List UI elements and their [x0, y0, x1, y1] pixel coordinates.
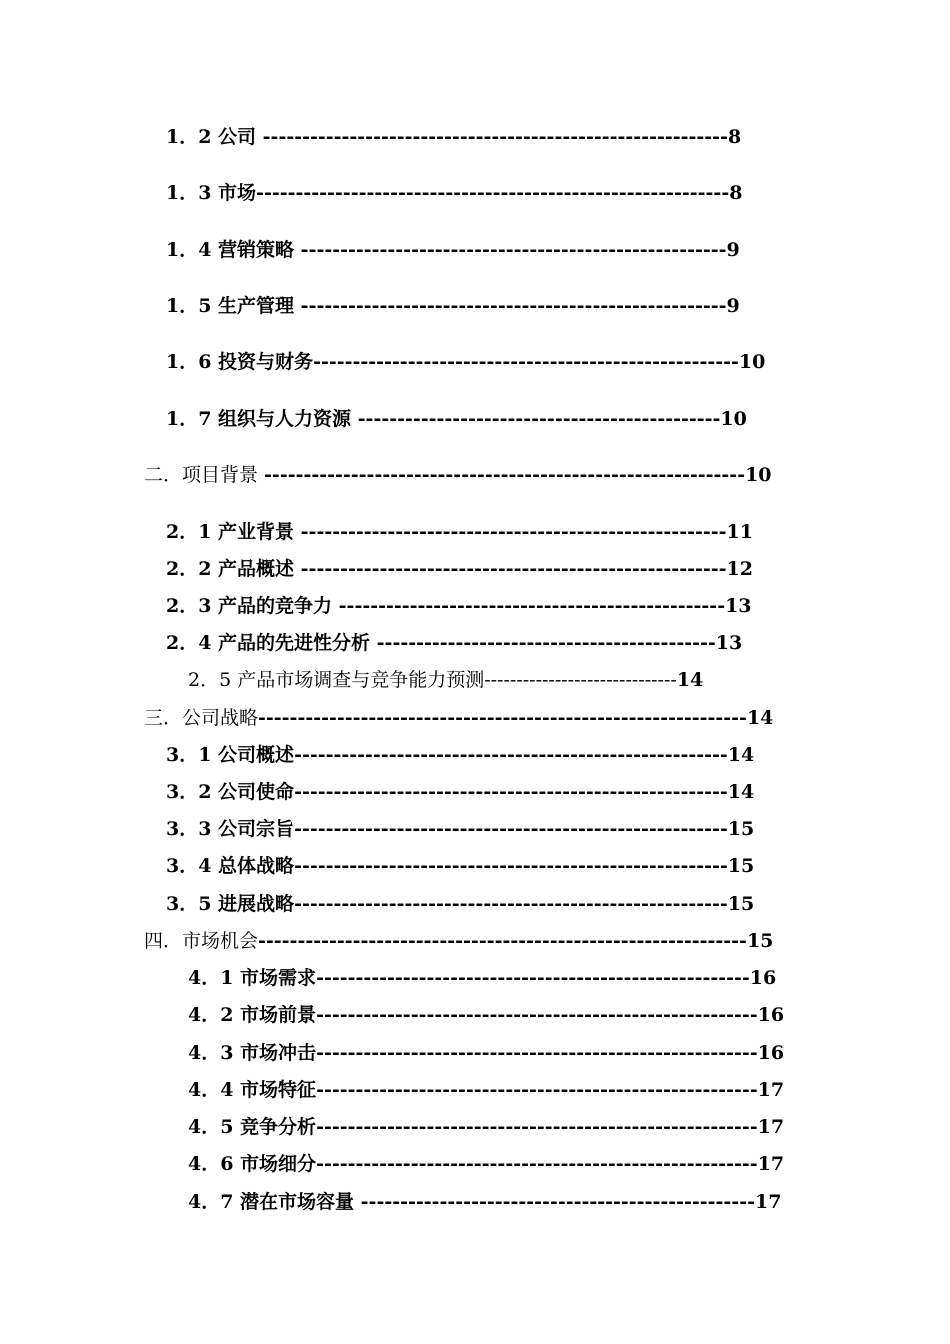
toc-entry-label: 4．1 市场需求 — [188, 967, 317, 989]
toc-entry-page: 8 — [729, 182, 743, 204]
toc-entry-page: 14 — [676, 669, 704, 691]
toc-entry-label: 1．4 营销策略 — [166, 239, 301, 261]
toc-entry-page: 11 — [726, 521, 753, 543]
toc-entry-leader: ------------------------------------------------------------- — [264, 464, 746, 486]
toc-entry-label: 3．2 公司使命 — [166, 781, 295, 803]
toc-entry-label: 1．5 生产管理 — [166, 295, 301, 317]
toc-entry-page: 17 — [754, 1191, 782, 1213]
toc-entry-chapter-4[interactable] — [144, 927, 780, 955]
toc-entry-label: 1．2 公司 — [166, 126, 263, 148]
toc-entry-label: 二．项目背景 — [144, 464, 265, 486]
toc-entry-leader: ------------------------------------------------------- — [316, 967, 750, 989]
toc-entry-leader: ------------------------------------------------------- — [294, 781, 728, 803]
toc-entry-leader: -------------------------------------------------------- — [316, 1153, 758, 1175]
toc-entry-page: 16 — [757, 1004, 785, 1026]
toc-entry-leader: -------------------------------------------------------------- — [258, 930, 747, 952]
toc-entry-leader: -------------------------------------------------------- — [316, 1079, 758, 1101]
toc-entry-label: 2．5 产品市场调查与竞争能力预测 — [188, 669, 485, 691]
toc-entry-page: 17 — [757, 1079, 785, 1101]
toc-entry-page: 15 — [727, 893, 755, 915]
toc-entry-4-1[interactable] — [188, 964, 778, 992]
toc-entry-leader: ------------------------------------------- — [376, 632, 716, 654]
toc-entry-2-3[interactable] — [166, 592, 756, 620]
toc-entry-page: 14 — [746, 707, 774, 729]
toc-entry-label: 4．4 市场特征 — [188, 1079, 317, 1101]
toc-entry-1-5[interactable] — [166, 292, 746, 320]
toc-entry-4-7[interactable] — [188, 1188, 788, 1216]
toc-entry-leader: ------------------------------------------------------ — [300, 521, 727, 543]
toc-entry-4-6[interactable] — [188, 1150, 788, 1178]
toc-entry-label: 3．4 总体战略 — [166, 855, 295, 877]
toc-entry-4-5[interactable] — [188, 1113, 788, 1141]
toc-entry-page: 14 — [727, 744, 755, 766]
toc-entry-leader: ------------------------------------------------------- — [294, 855, 728, 877]
toc-entry-page: 17 — [757, 1116, 785, 1138]
toc-entry-1-7[interactable] — [166, 405, 756, 433]
toc-entry-page: 8 — [727, 126, 742, 148]
toc-entry-2-2[interactable] — [166, 555, 756, 583]
toc-entry-label: 2．2 产品概述 — [166, 558, 301, 580]
toc-entry-page: 10 — [738, 351, 766, 373]
toc-entry-leader: -------------------------------------------------------------- — [258, 707, 747, 729]
toc-entry-1-4[interactable] — [166, 236, 746, 264]
toc-entry-label: 三．公司战略 — [144, 707, 259, 729]
toc-entry-leader: ------------------------------------------------------- — [294, 893, 728, 915]
toc-entry-chapter-3[interactable] — [144, 704, 780, 732]
toc-entry-page: 15 — [746, 930, 774, 952]
toc-entry-label: 四．市场机会 — [144, 930, 259, 952]
toc-entry-page: 13 — [715, 632, 743, 654]
toc-entry-chapter-2[interactable] — [144, 461, 776, 489]
toc-entry-page: 10 — [745, 464, 772, 486]
toc-entry-label: 1．6 投资与财务 — [166, 351, 314, 373]
toc-entry-1-6[interactable] — [166, 348, 766, 376]
toc-entry-page: 14 — [727, 781, 755, 803]
toc-entry-label: 1．3 市场 — [166, 182, 257, 204]
toc-entry-3-5[interactable] — [166, 890, 756, 918]
toc-entry-2-4[interactable] — [166, 629, 756, 657]
toc-entry-leader: ------------------------------------------------- — [338, 595, 726, 617]
toc-entry-leader: ------------------------------------------------------ — [313, 351, 739, 373]
toc-entry-leader: ------------------------------------------------------------ — [256, 182, 730, 204]
toc-entry-label: 2．3 产品的竞争力 — [166, 595, 339, 617]
toc-entry-leader: ---------------------------------------------- — [357, 408, 721, 430]
toc-entry-leader: -------------------------------------------------------- — [316, 1116, 758, 1138]
toc-entry-page: 9 — [726, 239, 740, 261]
toc-entry-page: 16 — [749, 967, 777, 989]
toc-entry-label: 2．4 产品的先进性分析 — [166, 632, 377, 654]
toc-entry-leader: ------------------------------------------------------- — [294, 744, 728, 766]
toc-entry-page: 10 — [720, 408, 747, 430]
toc-entry-4-4[interactable] — [188, 1076, 788, 1104]
toc-entry-label: 2．1 产业背景 — [166, 521, 301, 543]
toc-entry-3-2[interactable] — [166, 778, 756, 806]
toc-entry-label: 4．6 市场细分 — [188, 1153, 317, 1175]
toc-entry-leader: -------------------------------------------------- — [360, 1191, 755, 1213]
toc-entry-page: 9 — [726, 295, 740, 317]
toc-entry-label: 4．5 竞争分析 — [188, 1116, 317, 1138]
toc-entry-4-2[interactable] — [188, 1001, 788, 1029]
toc-entry-leader: -------------------------------------------------------- — [316, 1004, 758, 1026]
toc-entry-label: 4．7 潜在市场容量 — [188, 1191, 361, 1213]
toc-entry-leader: ------------------------------------------------------ — [300, 558, 727, 580]
toc-entry-leader: ------------------------------ — [484, 669, 677, 691]
toc-entry-3-3[interactable] — [166, 815, 756, 843]
toc-entry-1-3[interactable] — [166, 179, 746, 207]
toc-entry-page: 13 — [725, 595, 752, 617]
toc-entry-leader: -------------------------------------------------------- — [316, 1042, 758, 1064]
toc-entry-label: 3．1 公司概述 — [166, 744, 295, 766]
toc-entry-3-1[interactable] — [166, 741, 756, 769]
toc-entry-2-1[interactable] — [166, 518, 756, 546]
toc-entry-label: 3．5 进展战略 — [166, 893, 295, 915]
toc-entry-page: 17 — [757, 1153, 785, 1175]
toc-entry-page: 15 — [727, 818, 755, 840]
toc-entry-4-3[interactable] — [188, 1039, 788, 1067]
toc-entry-leader: ------------------------------------------------------- — [294, 818, 728, 840]
toc-entry-label: 1．7 组织与人力资源 — [166, 408, 358, 430]
toc-entry-label: 4．3 市场冲击 — [188, 1042, 317, 1064]
toc-entry-label: 3．3 公司宗旨 — [166, 818, 295, 840]
toc-entry-leader: ------------------------------------------------------ — [300, 295, 727, 317]
toc-entry-leader: ----------------------------------------------------------- — [262, 126, 728, 148]
toc-entry-2-5[interactable] — [188, 666, 788, 694]
toc-entry-leader: ------------------------------------------------------ — [300, 239, 727, 261]
toc-entry-3-4[interactable] — [166, 852, 756, 880]
toc-entry-label: 4．2 市场前景 — [188, 1004, 317, 1026]
toc-entry-1-2[interactable] — [166, 123, 746, 151]
toc-entry-page: 12 — [726, 558, 753, 580]
toc-entry-page: 15 — [727, 855, 755, 877]
toc-entry-page: 16 — [757, 1042, 785, 1064]
